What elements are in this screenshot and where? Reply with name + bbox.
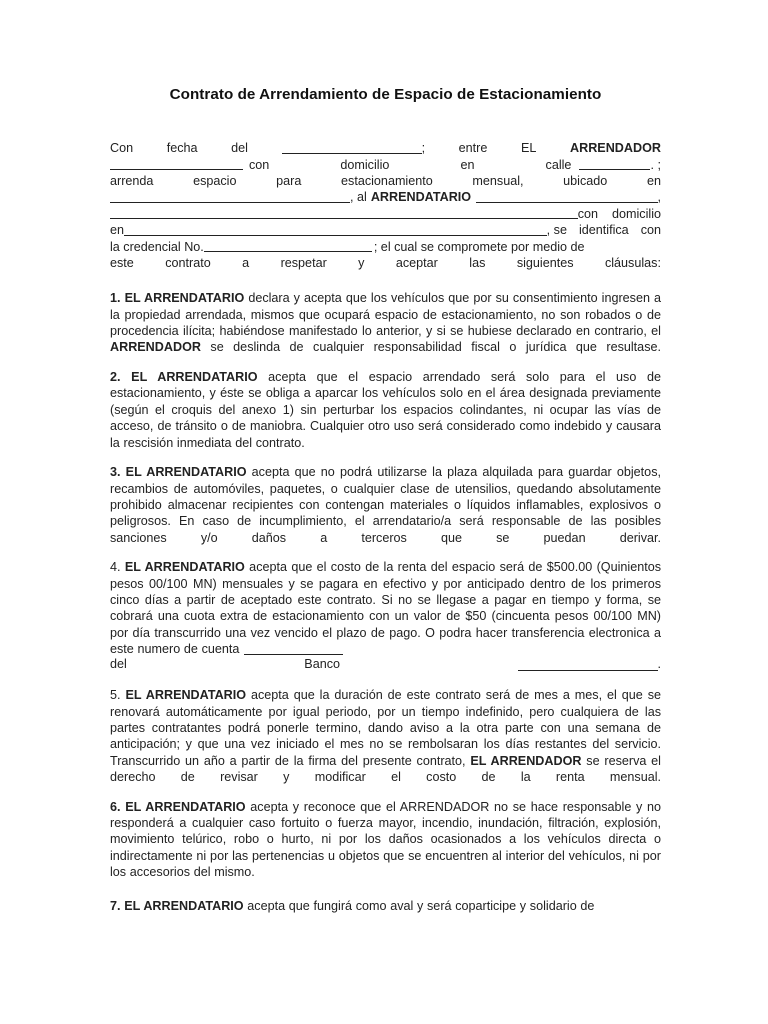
preamble-word-con: Con <box>110 141 134 156</box>
clause-4-word-banco: Banco <box>304 657 341 672</box>
preamble-line-3 <box>110 173 661 189</box>
preamble-word-este: este <box>110 255 134 270</box>
preamble-word-calle: calle <box>545 157 572 172</box>
clause-4-heading: EL ARRENDATARIO <box>124 560 245 575</box>
preamble-label-arrendatario: ARRENDATARIO <box>370 190 472 205</box>
clause-4-text-1: acepta que el costo de la renta del espacio será de $500.00 (Quinientos pesos 00/100 MN) mensuales y se pagara en efectivo y por anticipado dentro de los primeros cinco días a partir de aceptado este contrato. Si no se llegase a pagar en tiempo y forma, se cobrará una cuota extra de estacionamiento con un valor de $50 (cincuenta pesos 00/100 MN) por día transcurrido una vez vencido el plazo de pago. O podra hacer transferencia electronica a este numero de cuenta <box>110 560 661 657</box>
preamble-word-el: EL <box>521 141 537 156</box>
preamble-line-7 <box>110 239 661 255</box>
clause-4-word-del: del <box>110 657 127 672</box>
clause-4-tail-line <box>110 657 661 673</box>
clause-6-text-1: acepta y reconoce que el ARRENDADOR no se hace responsable y no responderá a cualquier caso fortuito o fuerza mayor, incendio, inundación, filtración, explosión, movimiento telúrico, robo o hurto, ni por los daños ocasionados a los vehículos directa o indirectamente ni por las pertenencias u objetos que se encuentren al interior del vehículos, ni por los accesorios del mismo. <box>110 799 662 880</box>
clause-3-number: 3. <box>110 465 121 480</box>
blank-arrendatario-domicilio[interactable] <box>124 224 547 236</box>
clause-2 <box>110 369 661 451</box>
clause-5-number: 5. <box>110 688 121 703</box>
preamble-word-en: en <box>460 157 475 172</box>
preamble-word-con-2: con <box>577 206 598 221</box>
clause-5-heading: EL ARRENDATARIO <box>125 688 247 703</box>
blank-fecha[interactable] <box>282 142 422 154</box>
preamble-word-con-3: con <box>640 223 661 238</box>
preamble-end-4: , <box>657 190 661 205</box>
blank-arrendador-calle[interactable] <box>579 158 650 170</box>
preamble-word-las: las <box>469 255 486 270</box>
clause-7-heading: EL ARRENDATARIO <box>124 899 244 914</box>
clause-1-emphasis: ARRENDADOR <box>110 340 201 355</box>
preamble-word-estacionamiento: estacionamiento <box>341 174 433 189</box>
clause-2-heading: EL ARRENDATARIO <box>131 370 258 385</box>
clause-2-number: 2. <box>110 370 121 385</box>
clause-7 <box>110 898 661 914</box>
clause-2-text-1: acepta que el espacio arrendado será solo para el uso de estacionamiento, y éste se obliga a aparcar los vehículos solo en el área designada previamente (según el croquis del anexo 1) sin perturbar los espacios colindantes, ni ocupar las vías de acceso, de tránsito o de maniobra. Cualquier otro uso será considerado como indebido y causara la rescisión inmediata del contrato. <box>110 370 662 450</box>
clause-3-text-1: acepta que no podrá utilizarse la plaza alquilada para guardar objetos, recambios de automóviles, paquetes, o cualquier clase de utensilios, quedando absolutamente prohibido almacenar recipientes con contengan materiales o líquidos inflamables, explosivos o peligrosos. En caso de incumplimiento, el arrendatario/a será responsable de las posibles sanciones y/o daños a terceros que se puedan derivar. <box>110 465 661 545</box>
clause-4 <box>110 559 661 657</box>
clause-7-text-1: acepta que fungirá como aval y será coparticipe y solidario de <box>243 899 595 914</box>
preamble-word-con: con <box>249 157 270 172</box>
preamble-word-espacio: espacio <box>193 174 237 189</box>
preamble-label-credencial: la credencial No. <box>110 239 204 254</box>
blank-ubicacion[interactable] <box>110 191 350 203</box>
preamble-semicolon-1: ; <box>421 141 426 156</box>
preamble-line-5 <box>110 206 661 222</box>
clause-4-period: . <box>657 657 661 672</box>
blank-numero-cuenta[interactable] <box>244 642 343 655</box>
preamble-word-a: a <box>242 255 250 270</box>
document-content <box>110 0 661 915</box>
blank-arrendatario-nombre-cont[interactable] <box>110 207 578 219</box>
blank-banco[interactable] <box>518 659 658 671</box>
preamble-word-en-3: en <box>110 223 125 238</box>
preamble-word-domicilio-2: domicilio <box>612 206 661 221</box>
preamble-word-domicilio: domicilio <box>340 157 390 172</box>
clause-5-text-2: se reserva el derecho de revisar y modificar el costo de la renta mensual. <box>110 753 661 784</box>
preamble-word-contrato: contrato <box>165 255 211 270</box>
clause-1-number: 1. <box>110 291 121 306</box>
preamble-word-respetar: respetar <box>280 255 327 270</box>
clause-3 <box>110 464 661 546</box>
preamble-line-8 <box>110 255 661 271</box>
clause-6 <box>110 799 661 881</box>
preamble-word-mensual: mensual, <box>472 174 524 189</box>
clause-5-emphasis: EL ARRENDADOR <box>470 753 582 768</box>
clause-1-text-2: se deslinda de cualquier responsabilidad fiscal o jurídica que resultase. <box>200 340 661 355</box>
preamble-word-clausulas: cláusulas: <box>604 255 661 270</box>
preamble-word-ubicado: ubicado <box>563 174 608 189</box>
preamble-end-2: . ; <box>650 157 661 172</box>
preamble-line-6 <box>110 222 661 238</box>
blank-arrendador-nombre[interactable] <box>110 158 243 170</box>
clause-1 <box>110 290 661 355</box>
blank-credencial-no[interactable] <box>204 240 372 252</box>
preamble-word-arrenda: arrenda <box>110 174 154 189</box>
preamble-word-del: del <box>231 141 248 156</box>
preamble-word-identifica: identifica <box>578 223 629 238</box>
clause-1-heading: EL ARRENDATARIO <box>124 291 245 306</box>
preamble-word-aceptar: aceptar <box>395 255 438 270</box>
preamble-word-siguientes: siguientes <box>516 255 574 270</box>
clause-6-heading: EL ARRENDATARIO <box>125 799 246 814</box>
page-title: Contrato de Arrendamiento de Espacio de Estacionamiento <box>169 86 602 103</box>
preamble-line-2 <box>110 157 661 173</box>
blank-arrendatario-nombre[interactable] <box>476 191 657 203</box>
preamble-block <box>110 140 661 271</box>
clause-1-text-1: declara y acepta que los vehículos que por su consentimiento ingresen a la propiedad arrendada, mismos que ocupará espacio de estacionamiento, no son robados o de procedencia ilícita; habiéndose manifestado lo anterior, y si se hubiese declarado en contrario, el <box>110 291 662 339</box>
preamble-label-arrendador: ARRENDADOR <box>570 141 661 156</box>
clause-5 <box>110 687 661 785</box>
clause-7-number: 7. <box>110 899 121 914</box>
clause-3-heading: EL ARRENDATARIO <box>125 465 247 480</box>
clause-4-number: 4. <box>110 560 121 575</box>
preamble-line-1 <box>110 140 661 156</box>
preamble-word-entre: entre <box>458 141 488 156</box>
preamble-word-al: , al <box>350 190 367 205</box>
preamble-word-y: y <box>358 255 365 270</box>
clause-5-text-1: acepta que la duración de este contrato será de mes a mes, el que se renovará automáticamente por igual periodo, por un tiempo indefinido, pero cualquiera de las partes contratantes podrá ponerle termino, dando aviso a la otra parte con una semana de anticipación; y que una vez iniciado el mes no se rembolsaran los días restantes del servicio. Transcurrido un año a partir de la firma del presente contrato, <box>110 688 661 768</box>
preamble-word-en-2: en <box>646 174 661 189</box>
preamble-word-para: para <box>276 174 302 189</box>
preamble-word-fecha: fecha <box>166 141 198 156</box>
preamble-line-4 <box>110 189 661 205</box>
preamble-word-se: , se <box>546 223 567 238</box>
preamble-text-compromete: ; el cual se compromete por medio de <box>373 239 585 254</box>
clause-6-number: 6. <box>110 799 121 814</box>
